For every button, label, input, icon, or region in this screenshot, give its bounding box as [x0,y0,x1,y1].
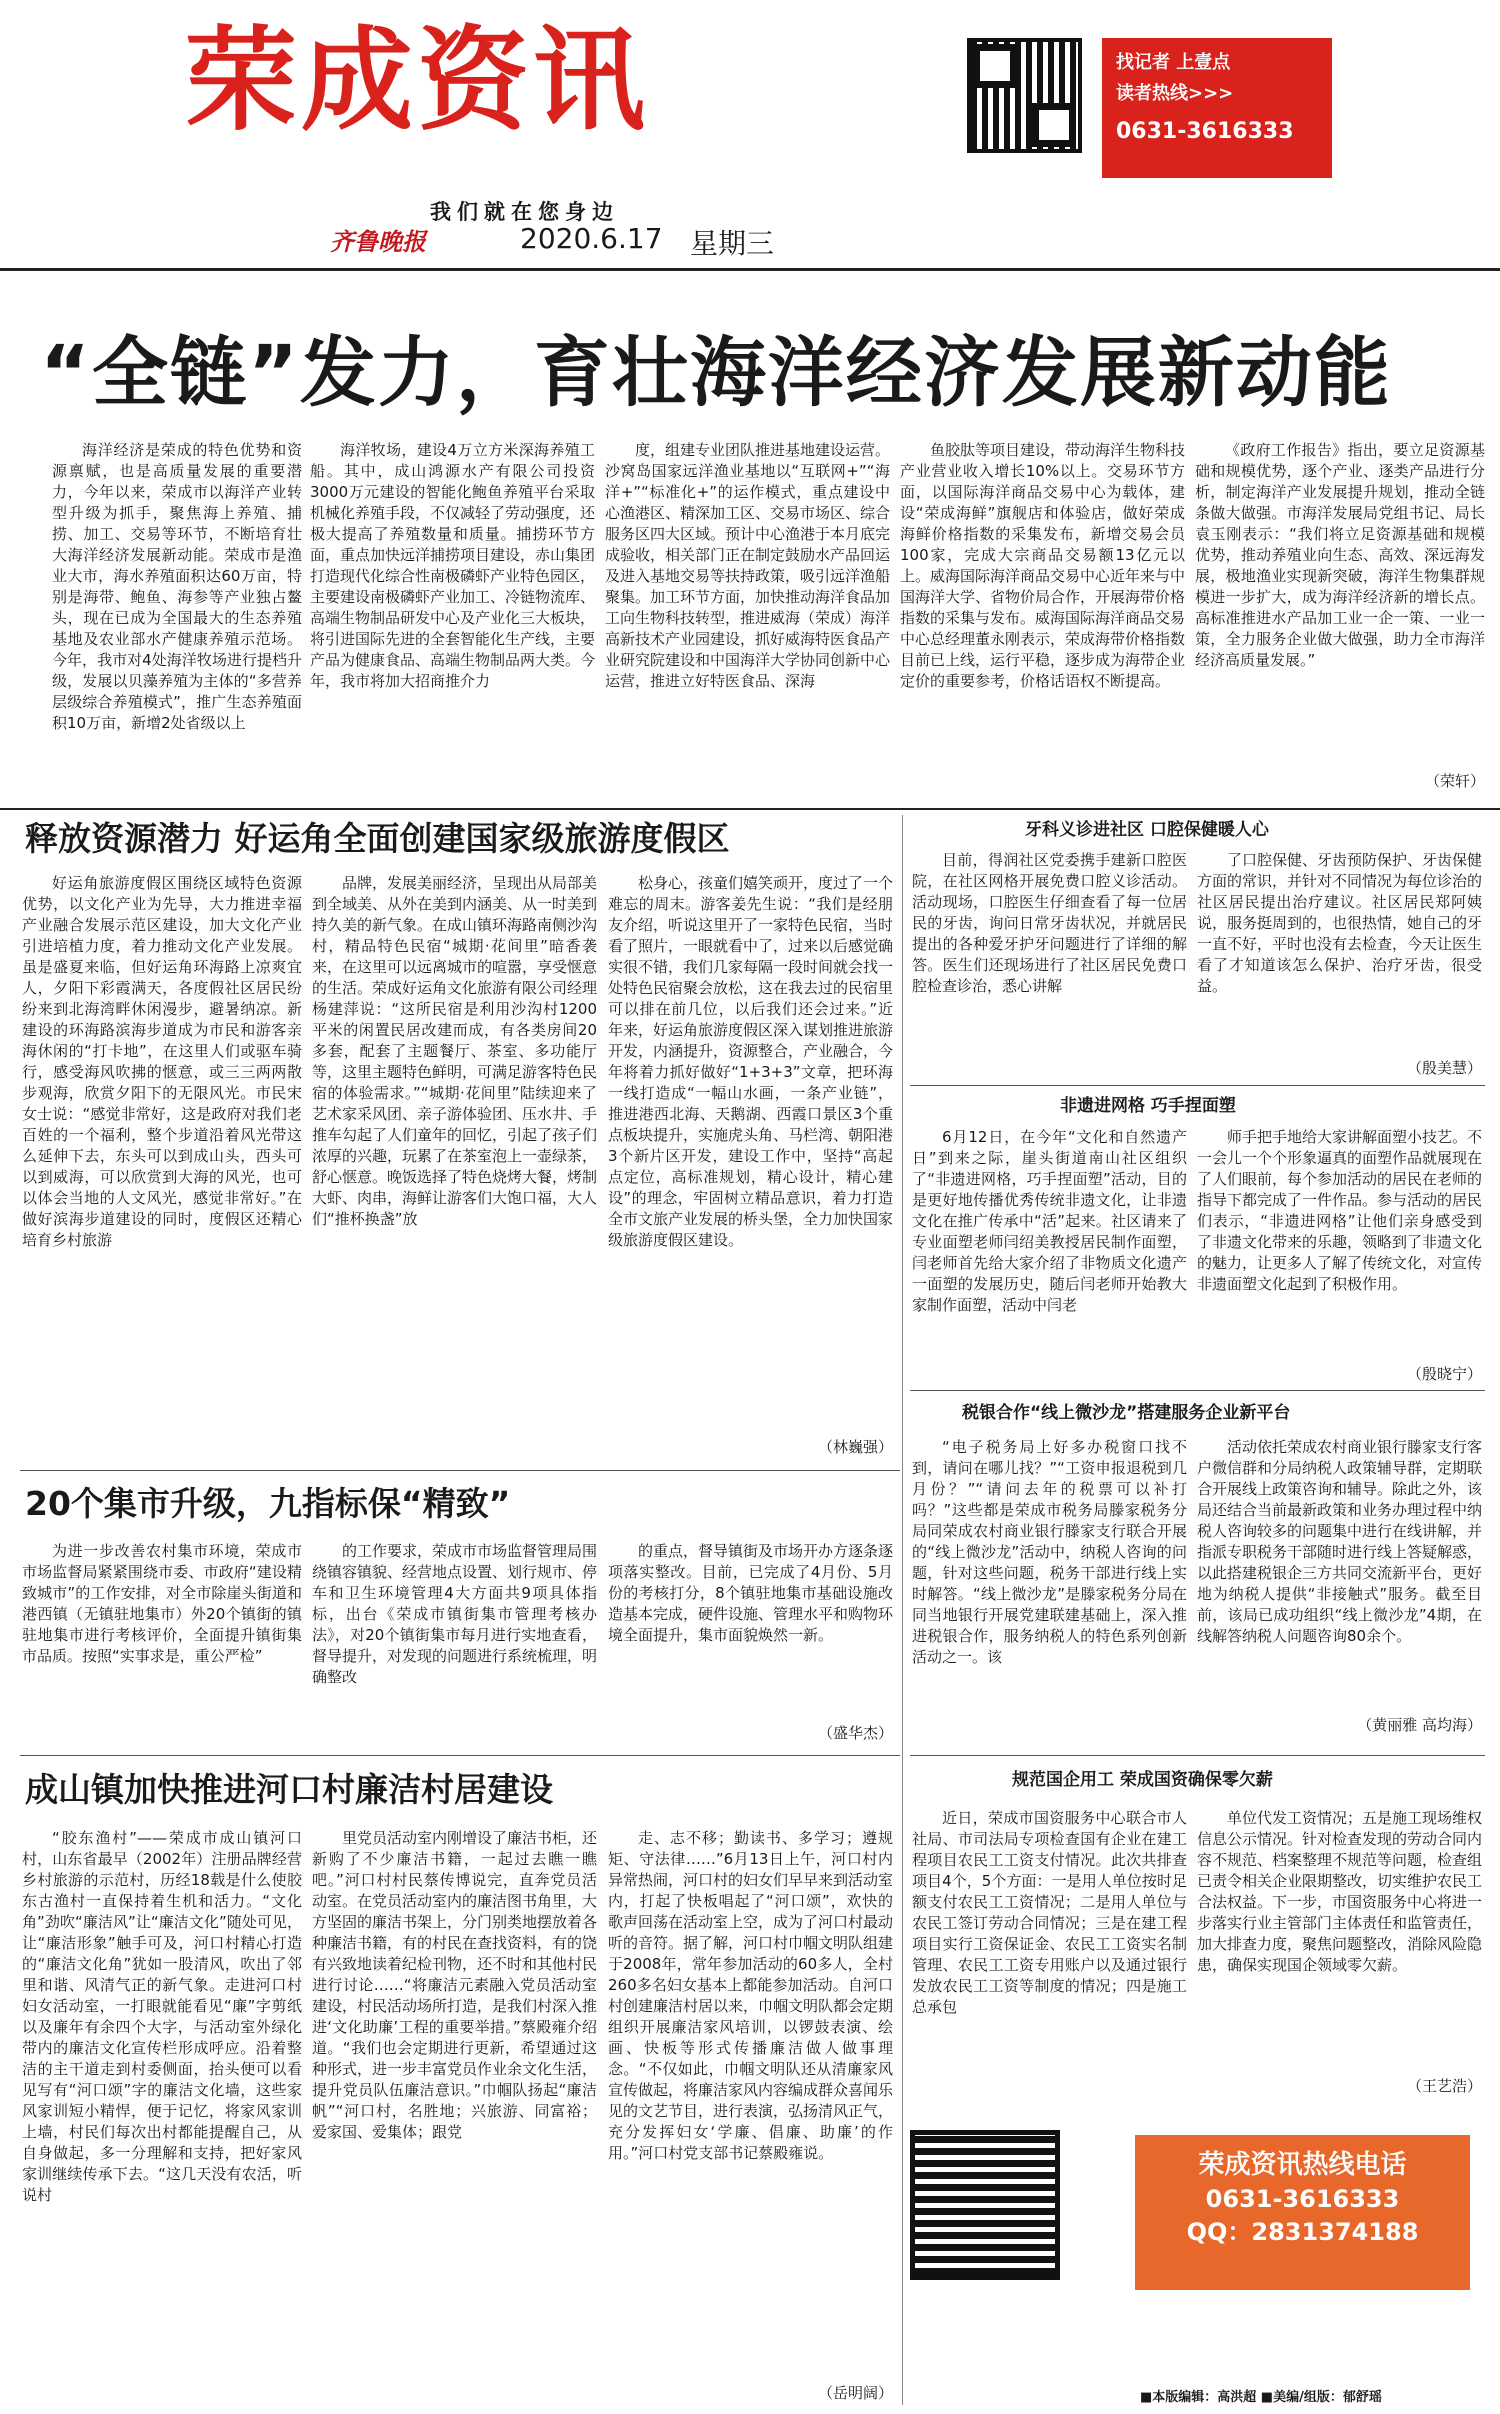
hotline-phone: 0631-3616333 [1116,119,1294,145]
market-col-3: 的重点，督导镇街及市场开办方逐条逐项落实整改。目前，已完成了4月份、5月份的考核打分，8个镇驻地集市基础设施改造基本完成，硬件设施、管理水平和购物环境全面提升，集市面貌焕然一新。 [608,1542,893,1644]
village-title: 成山镇加快推进河口村廉洁村居建设 [25,1770,553,1809]
right-news-2-author: （殷晓宁） [1406,1365,1482,1383]
hotline-line1: 找记者 上壹点 [1116,52,1231,73]
masthead-title: 荣成资讯 [185,16,649,146]
travel-title: 释放资源潜力 好运角全面创建国家级旅游度假区 [25,819,730,858]
right-news-1-col-1: 目前，得润社区党委携手建新口腔医院，在社区网格开展免费口腔义诊活动。活动现场，口腔医生仔细查看了每一位居民的牙齿，询问日常牙齿状况，并就居民提出的各种爱牙护牙问题进行了详细的解答。医生们还现场进行了社区居民免费口腔检查诊治，悉心讲解 [912,851,1187,995]
divider [910,1085,1485,1086]
masthead-rule [0,268,1500,271]
travel-col-1: 好运角旅游度假区围绕区域特色资源优势，以文化产业为先导，大力推进幸福产业融合发展示范区建设，加大文化产业引进培植力度，着力推动文化产业发展。虽是盛夏来临，但好运角环海路上凉爽宜人，夕阳下彩霞满天，各度假社区居民纷纷来到北海湾畔休闲漫步，避暑纳凉。新建设的环海路滨海步道成为市民和游客亲海休闲的“打卡地”，在这里人们或驱车骑行，感受海风吹拂的惬意，或三三两两散步观海，欣赏夕阳下的无限风光。市民宋女士说：“感觉非常好，这是政府对我们老百姓的一个福利，整个步道沿着风光带这么延伸下去，东头可以到成山头，西头可以到威海，可以欣赏到大海的风光，也可以体会当地的人文风光，感觉非常好。”在做好滨海步道建设的同时，度假区还精心培育乡村旅游 [22,874,302,1249]
right-news-1-title: 牙科义诊进社区 口腔保健暖人心 [1025,820,1269,840]
right-news-1-col-2: 了口腔保健、牙齿预防保护、牙齿保健方面的常识，并针对不同情况为每位诊治的社区居民提出治疗建议。社区居民郑阿姨说，服务挺周到的，也很热情，她自己的牙一直不好，平时也没有去检查，今天让医生看了才知道该怎么保护、治疗牙齿，很受益。 [1197,851,1482,995]
village-col-2: 里党员活动室内刚增设了廉洁书柜，还新购了不少廉洁书籍，一起过去瞧一瞧吧。”河口村村民蔡传博说完，直奔党员活动室。在党员活动室内的廉洁图书角里，大方坚固的廉洁书架上，分门别类地摆放着各种廉洁书籍，有的村民在查找资料，有的饶有兴致地读着纪检刊物，还不时和其他村民进行讨论……“将廉洁元素融入党员活动室建设，村民活动场所打造，是我们村深入推进‘文化助廉’工程的重要举措。”蔡殿雍介绍道。“我们也会定期进行更新，希望通过这种形式，进一步丰富党员作业余文化生活，提升党员队伍廉洁意识。”巾帼队扬起“廉洁帆”“河口村，名胜地；兴旅游、同富裕；爱家国、爱集体；跟党 [312,1829,597,2141]
paper-name: 齐鲁晚报 [330,227,426,256]
lead-col-3: 度，组建专业团队推进基地建设运营。沙窝岛国家远洋渔业基地以“互联网+”“海洋+”“标准化+”的运作模式，重点建设中心渔港区、精深加工区、交易市场区、综合服务区四大区域。预计中心渔港于本月底完成验收，相关部门正在制定鼓励水产品回运及进入基地交易等扶持政策，吸引远洋渔船聚集。加工环节方面，加快推动海洋食品加工向生物科技转型，推进威海（荣成）海洋高新技术产业园建设，抓好威海特医食品产业研究院建设和中国海洋大学协同创新中心运营，推进立好特医食品、深海 [605,441,890,690]
hotline-line2: 读者热线>>> [1116,82,1234,104]
divider [20,1755,900,1756]
village-col-1: “胶东渔村”——荣成市成山镇河口村，山东省最早（2002年）注册品牌经营乡村旅游的示范村，历经18载是什么使胶东古渔村一直保持着生机和活力。“文化角”劲吹“廉洁风”让“廉洁文化”随处可见，让“廉洁形象”触手可及，河口村精心打造的“廉洁文化角”犹如一股清风，吹出了邻里和谐、风清气正的新气象。走进河口村妇女活动室，一打眼就能看见“廉”字剪纸以及廉年有余四个大字，与活动室外绿化带内的廉洁文化宣传栏形成呼应。沿着整洁的主干道走到村委侧面，抬头便可以看见写有“河口颂”字的廉洁文化墙，这些家风家训短小精悍，便于记忆，将家风家训上墙，村民们每次出村都能提醒自己，从自身做起，多一分理解和支持，把好家风家训继续传承下去。“这几天没有农活，听说村 [22,1829,302,2204]
right-news-2-col-2: 师手把手地给大家讲解面塑小技艺。不一会儿一个个形象逼真的面塑作品就展现在了人们眼前，每个参加活动的居民在老师的指导下都完成了一件作品。参与活动的居民们表示，“非遗进网格”让他们亲身感受到了非遗文化带来的乐趣，领略到了非遗文化的魅力，让更多人了解了传统文化，对宣传非遗面塑文化起到了积极作用。 [1197,1128,1482,1293]
right-news-3-col-1: “电子税务局上好多办税窗口找不到，请问在哪儿找？”“工资申报退税到几月份？”“请问去年的税票可以补打吗？”这些都是荣成市税务局滕家税务分局同荣成农村商业银行滕家支行联合开展的“线上微沙龙”活动中，纳税人咨询的问题，针对这些问题，税务干部进行线上实时解答。“线上微沙龙”是滕家税务分局在同当地银行开展党建联建基础上，深入推进税银合作，服务纳税人的特色系列创新活动之一。该 [912,1438,1187,1666]
hotline-box [1102,38,1332,178]
market-title: 20个集市升级，九指标保“精致” [25,1484,511,1523]
info-box-title: 荣成资讯热线电话 [1198,2150,1407,2180]
divider [910,1755,1485,1756]
hotline-info-box [1135,2135,1470,2290]
market-col-1: 为进一步改善农村集市环境，荣成市市场监督局紧紧围绕市委、市政府“建设精致城市”的工作安排，对全市除崖头街道和港西镇（无镇驻地集市）外20个镇街的镇驻地集市进行考核评价，全面提升镇街集市品质。按照“实事求是，重公严检” [22,1542,302,1665]
lead-col-5: 《政府工作报告》指出，要立足资源基础和规模优势，逐个产业、逐类产品进行分析，制定海洋产业发展提升规划，推动全链条做大做强。市海洋发展局党组书记、局长袁玉刚表示：“我们将立足资源基础和规模优势，推动养殖业向生态、高效、深远海发展，极地渔业实现新突破，海洋生物集群规模进一步扩大，成为海洋经济新的增长点。高标准推进水产品加工业一企一策、一业一策，全力服务企业做大做强，助力全市海洋经济高质量发展。” [1195,441,1485,669]
main-headline: “全链”发力，育壮海洋经济发展新动能 [40,328,1392,417]
lead-col-1: 海洋经济是荣成的特色优势和资源禀赋，也是高质量发展的重要潜力，今年以来，荣成市以海洋产业转型升级为抓手，聚焦海上养殖、捕捞、加工、交易等环节，不断培育壮大海洋经济发展新动能。荣成市是渔业大市，海水养殖面积达60万亩，特别是海带、鲍鱼、海参等产业独占鳌头，现在已成为全国最大的生态养殖基地及农业部水产健康养殖示范场。今年，我市对4处海洋牧场进行提档升级，发展以贝藻养殖为主体的“多营养层级综合养殖模式”，推广生态养殖面积10万亩，新增2处省级以上 [52,441,302,732]
right-news-4-author: （王艺浩） [1406,2077,1482,2095]
issue-weekday: 星期三 [690,227,775,260]
right-news-1-author: （殷美慧） [1406,1059,1482,1077]
lead-author: （荣轩） [1424,772,1485,790]
village-col-3: 走、志不移；勤读书、多学习；遵规矩、守法律……”6月13日上午，河口村内异常热闹，河口村的妇女们早早来到活动室内，打起了快板唱起了“河口颂”，欢快的歌声回荡在活动室上空，成为了河口村最动听的音符。据了解，河口村巾帼文明队组建于2008年，常年参加活动的60多人，全村260多名妇女基本上都能参加活动。自河口村创建廉洁村居以来，巾帼文明队都会定期组织开展廉洁家风培训，以锣鼓表演、绘画、快板等形式传播廉洁做人做事理念。“不仅如此，巾帼文明队还从清廉家风宣传做起，将廉洁家风内容编成群众喜闻乐见的文艺节目，进行表演，弘扬清风正气，充分发挥妇女‘学廉、倡廉、助廉’的作用。”河口村党支部书记蔡殿雍说。 [608,1829,893,2162]
column-divider [902,815,903,2405]
qr-code-icon [910,2130,1060,2280]
issue-date: 2020.6.17 [520,222,663,255]
right-news-4-col-1: 近日，荣成市国资服务中心联合市人社局、市司法局专项检查国有企业在建工程项目农民工工资支付情况。此次共排查项目4个，5个方面：一是用人单位按时足额支付农民工工资情况；二是用人单位与农民工签订劳动合同情况；三是在建工程项目实行工资保证金、农民工工资实名制管理、农民工工资专用账户以及通过银行发放农民工工资等制度的情况；四是施工总承包 [912,1809,1187,2016]
section-rule [0,808,1500,810]
divider [910,1390,1485,1391]
travel-col-3: 松身心，孩童们嬉笑顽开，度过了一个难忘的周末。游客姜先生说：“我们是经朋友介绍，听说这里开了一家特色民宿，当时看了照片，一眼就看中了，过来以后感觉确实很不错，我们几家每隔一段时间就会找一处特色民宿聚会放松，这在我去过的民宿里可以排在前几位，以后我们还会过来。”近年来，好运角旅游度假区深入谋划推进旅游开发，内涵提升，资源整合，产业融合，今年将着力抓好做好“1+3+3”文章，把环海一线打造成“一幅山水画，一条产业链”，推进港西北海、天鹅湖、西霞口景区3个重点板块提升，实施虎头角、马栏湾、朝阳港3个新片区开发，建设工作中，坚持“高起点定位，高标准规划，精心设计，精心建设”的理念，牢固树立精品意识，着力打造全市文旅产业发展的桥头堡，全力加快国家级旅游度假区建设。 [608,874,893,1249]
lead-col-4: 鱼胶肽等项目建设，带动海洋生物科技产业营业收入增长10%以上。交易环节方面，以国际海洋商品交易中心为载体，建设“荣成海鲜”旗舰店和体验店，做好荣成海鲜价格指数的采集发布，新增交易会员100家，完成大宗商品交易额13亿元以上。威海国际海洋商品交易中心近年来与中国海洋大学、省物价局合作，开展海带价格指数的采集与发布。威海国际海洋商品交易中心总经理董永刚表示，荣成海带价格指数目前已上线，运行平稳，逐步成为海带企业定价的重要参考，价格话语权不断提高。 [900,441,1185,690]
right-news-3-col-2: 活动依托荣成农村商业银行滕家支行客户微信群和分局纳税人政策辅导群，定期联合开展线上政策咨询和辅导。除此之外，该局还结合当前最新政策和业务办理过程中纳税人咨询较多的问题集中进行在线讲解，并指派专职税务干部随时进行线上答疑解惑，以此搭建税银企三方共同交流新平台，更好地为纳税人提供“非接触式”服务。截至目前，该局已成功组织“线上微沙龙”4期，在线解答纳税人问题咨询80余个。 [1197,1438,1482,1645]
right-news-3-author: （黄丽雅 高均海） [1357,1716,1482,1734]
info-box-phone: 0631-3616333 [1205,2185,1400,2214]
qr-code-icon [967,38,1082,153]
page-credits: ■本版编辑：高洪超 ■美编/组版：郁舒瑶 [1140,2390,1382,2405]
village-author: （岳明阔） [817,2384,893,2402]
right-news-2-col-1: 6月12日，在今年“文化和自然遗产日”到来之际，崖头街道南山社区组织了“非遗进网格，巧手捏面塑”活动，目的是更好地传播优秀传统非遗文化，让非遗文化在推广传承中“活”起来。社区请来了专业面塑老师闫绍美教授居民制作面塑，闫老师首先给大家介绍了非物质文化遗产一面塑的发展历史，随后闫老师开始教大家制作面塑，活动中闫老 [912,1128,1187,1314]
right-news-4-col-2: 单位代发工资情况；五是施工现场维权信息公示情况。针对检查发现的劳动合同内容不规范、档案整理不规范等问题，检查组已责令相关企业限期整改，切实维护农民工合法权益。下一步，市国资服务中心将进一步落实行业主管部门主体责任和监管责任，加大排查力度，聚焦问题整改，消除风险隐患，确保实现国企领域零欠薪。 [1197,1809,1482,1974]
lead-col-2: 海洋牧场，建设4万立方米深海养殖工船。其中，成山鸿源水产有限公司投资3000万元建设的智能化鲍鱼养殖平台采取机械化养殖手段，不仅减轻了劳动强度，还极大提高了养殖数量和质量。捕捞环节方面，重点加快远洋捕捞项目建设，赤山集团打造现代化综合性南极磷虾产业特色园区，主要建设南极磷虾产业加工、冷链物流库、高端生物制品研发中心及产业化三大板块，将引进国际先进的全套智能化生产线，主要产品为健康食品、高端生物制品两大类。今年，我市将加大招商推介力 [310,441,595,690]
market-col-2: 的工作要求，荣成市市场监督管理局围绕镇容镇貌、经营地点设置、划行规市、停车和卫生环境管理4大方面共9项具体指标，出台《荣成市镇街集市管理考核办法》，对20个镇街集市每月进行实地查看，督导提升，对发现的问题进行系统梳理，明确整改 [312,1542,597,1686]
market-author: （盛华杰） [817,1724,893,1742]
right-news-2-title: 非遗进网格 巧手捏面塑 [1060,1096,1236,1116]
divider [20,1470,900,1471]
info-box-qq: QQ：2831374188 [1186,2217,1419,2246]
travel-col-2: 品牌，发展美丽经济，呈现出从局部美到全域美、从外在美到内涵美、从一时美到持久美的新气象。在成山镇环海路南侧沙沟村，精品特色民宿“城期·花间里”暗香袭来，在这里可以远离城市的喧嚣，享受惬意的生活。荣成好运角文化旅游有限公司经理杨建萍说：“这所民宿是利用沙沟村1200平米的闲置民居改建而成，有各类房间20多套，配套了主题餐厅、茶室、多功能厅等，这里主题特色鲜明，可满足游客特色民宿的体验需求。”“城期·花间里”陆续迎来了艺术家采风团、亲子游体验团、压水井、手推车勾起了人们童年的回忆，引起了孩子们浓厚的兴趣，玩累了在茶室泡上一壶绿茶，舒心惬意。晚饭选择了特色烧烤大餐，烤制大虾、肉串，海鲜让游客们大饱口福，大人们“推杯换盏”放 [312,874,597,1228]
right-news-4-title: 规范国企用工 荣成国资确保零欠薪 [1012,1770,1273,1790]
masthead-slogan: 我们就在您身边 [430,200,619,224]
travel-author: （林巍强） [817,1438,893,1456]
right-news-3-title: 税银合作“线上微沙龙”搭建服务企业新平台 [962,1403,1291,1423]
